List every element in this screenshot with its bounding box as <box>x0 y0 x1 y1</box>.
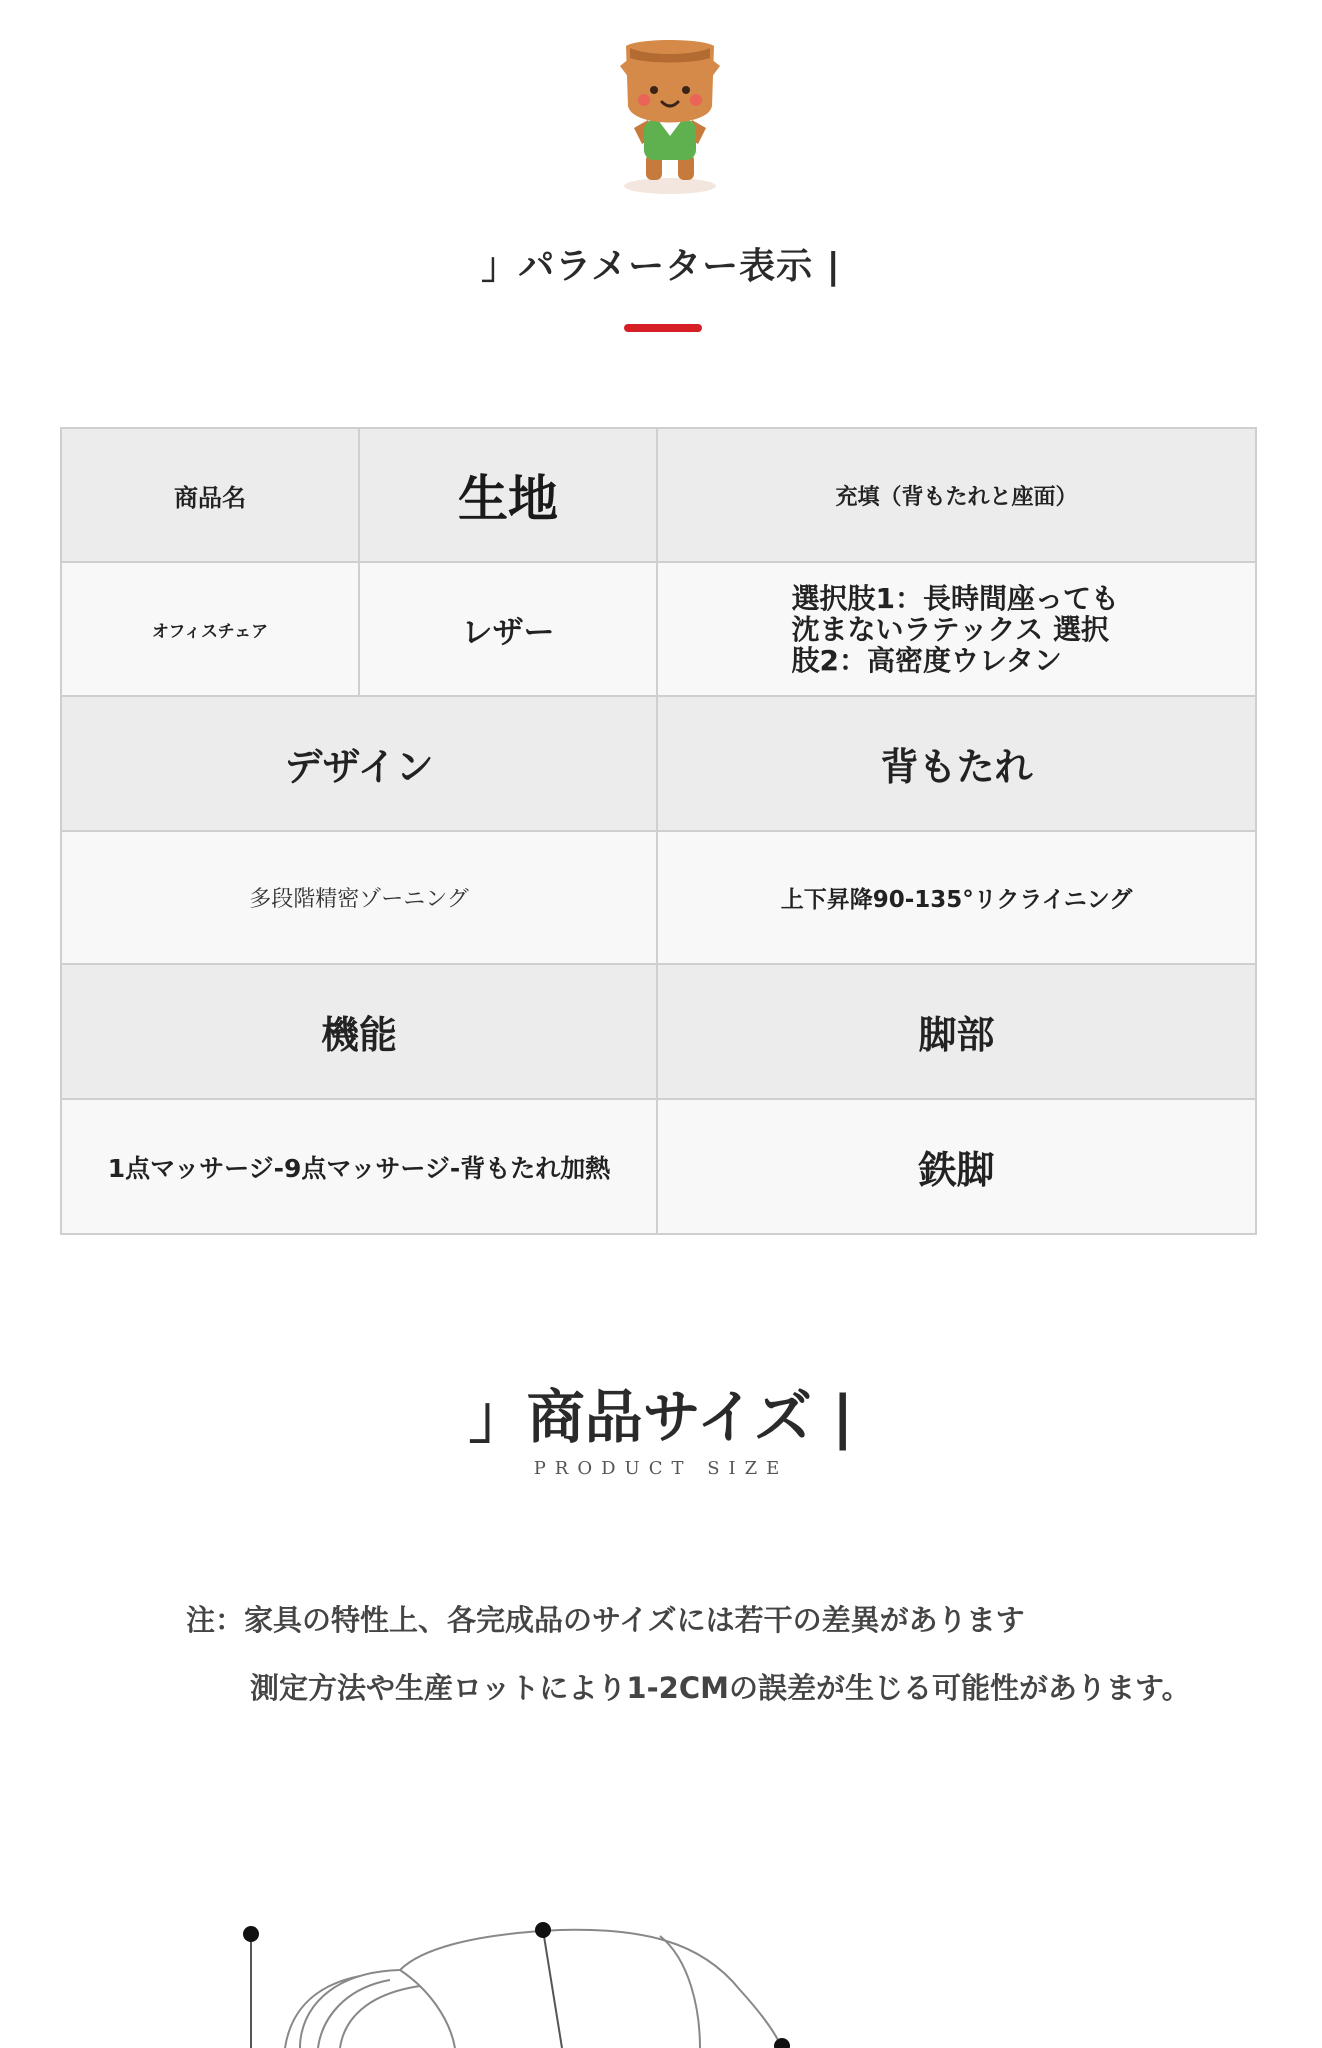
legs-value: 鉄脚 <box>657 1099 1256 1234</box>
parameters-title: 」パラメーター表示 | <box>481 246 841 287</box>
function-label: 機能 <box>61 964 657 1099</box>
design-value: 多段階精密ゾーニング <box>61 831 657 964</box>
mascot-illustration <box>608 36 732 196</box>
fabric-label: 生地 <box>359 428 657 562</box>
parameter-table <box>60 427 1257 1235</box>
size-title: 」商品サイズ | <box>468 1383 854 1451</box>
size-note-line2: 測定方法や生産ロットにより1-2CMの誤差が生じる可能性があります。 <box>250 1671 1191 1705</box>
filling-value: 選択肢1：長時間座っても沈まないラテックス 選択肢2：高密度ウレタン <box>657 562 1256 696</box>
legs-label: 脚部 <box>657 964 1256 1099</box>
fabric-value: レザー <box>359 562 657 696</box>
design-label: デザイン <box>61 696 657 831</box>
chair-dimension-drawing <box>0 1900 1322 2048</box>
table-row <box>61 964 1256 1099</box>
name-value: オフィスチェア <box>61 562 359 696</box>
back-value: 上下昇降90-135°リクライニング <box>657 831 1256 964</box>
size-subtitle: PRODUCT SIZE <box>533 1458 789 1479</box>
table-row <box>61 428 1256 562</box>
function-value: 1点マッサージ-9点マッサージ-背もたれ加熱 <box>61 1099 657 1234</box>
filling-label: 充填（背もたれと座面） <box>657 428 1256 562</box>
table-row <box>61 1099 1256 1234</box>
size-note-line1: 注：家具の特性上、各完成品のサイズには若干の差異があります <box>186 1603 1025 1637</box>
name-label: 商品名 <box>61 428 359 562</box>
back-label: 背もたれ <box>657 696 1256 831</box>
table-row <box>61 562 1256 696</box>
title-underline <box>624 324 702 332</box>
table-row <box>61 831 1256 964</box>
table-row <box>61 696 1256 831</box>
